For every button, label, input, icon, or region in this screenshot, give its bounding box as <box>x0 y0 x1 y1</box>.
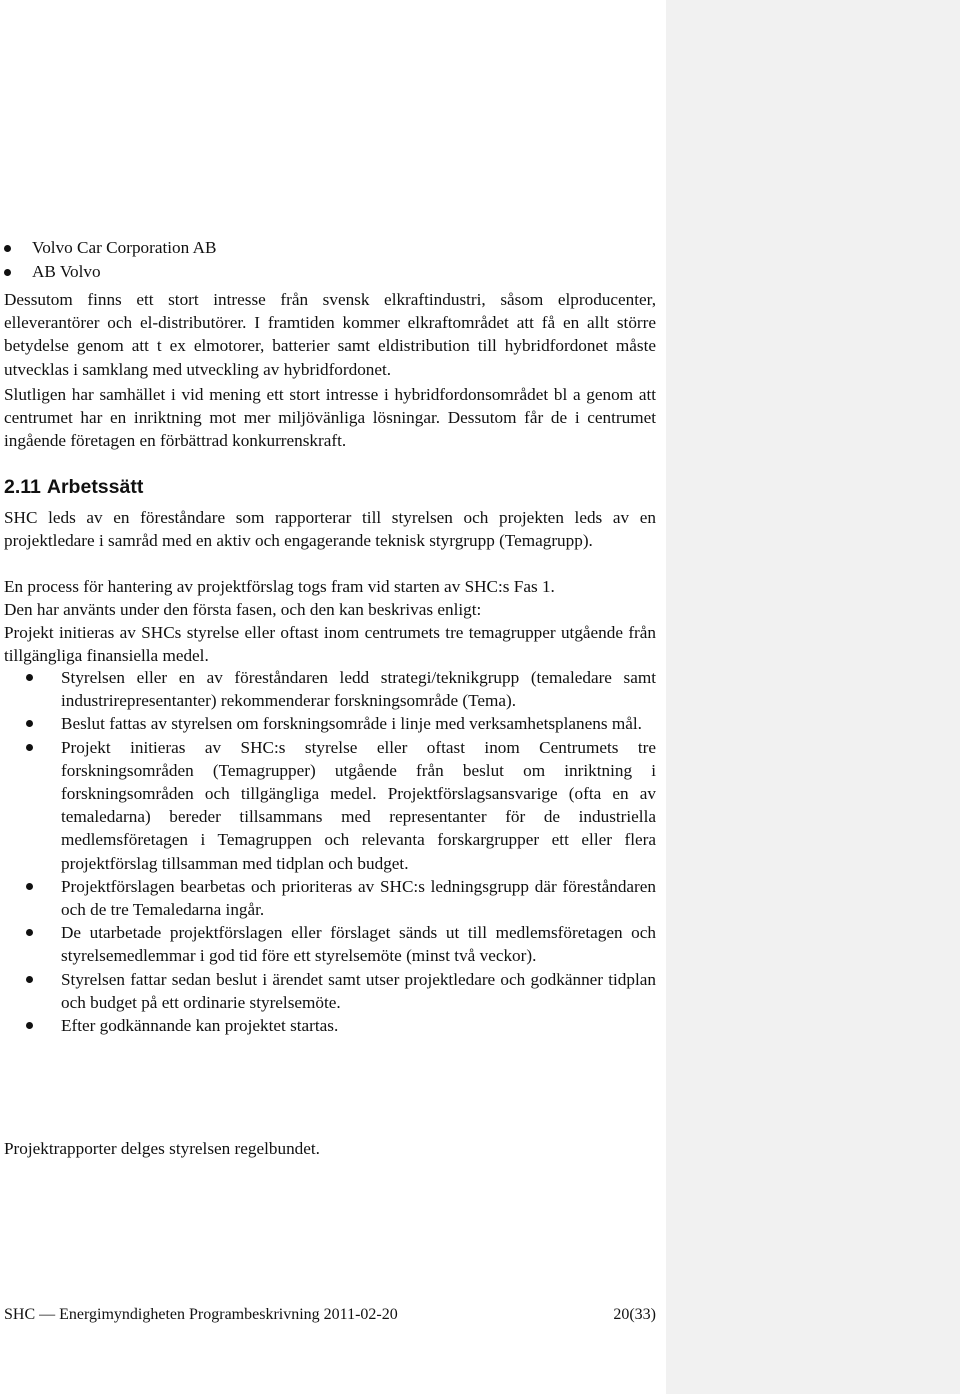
bullet-icon <box>26 883 33 890</box>
company-list <box>0 236 600 284</box>
list-item: Styrelsen eller en av föreståndaren ledd strategi/teknikgrupp (temaledare samt industrirepresentanter) rekommenderar forskningsområde (Tema). <box>0 666 656 712</box>
bullet-icon <box>26 976 33 983</box>
section-title: Arbetssätt <box>46 476 144 498</box>
section-number: 2.11 <box>4 476 41 498</box>
paragraph-initiated: Projekt initieras av SHCs styrelse eller oftast inom centrumets tre temagrupper utgående från tillgängliga finansiella medel. <box>4 623 656 666</box>
footer-title: SHC — Energimyndigheten Programbeskrivning 2011-02-20 <box>4 1306 398 1323</box>
page-number: 20(33) <box>613 1306 656 1323</box>
list-item: Projekt initieras av SHC:s styrelse eller oftast inom Centrumets tre forskningsområden (Temagrupper) utgående från beslut om inriktning i forskningsområden och tillgängliga medel. Projektförslagsansvarige (ofta en av temaledarna) bereder tillsammans med representanter för de industriella medlemsföretagen i Temagruppen och relevanta forskargrupper ett eller flera projektförslag tillsamman med tidplan och budget. <box>0 736 656 875</box>
paragraph-used: Den har använts under den första fasen, och den kan beskrivas enligt: <box>4 600 482 619</box>
paragraph-interest: Dessutom finns ett stort intresse från svensk elkraftindustri, såsom elproducenter, elleverantörer och el-distributörer. I framtiden kommer elkraftområdet att få en allt större betydelse genom att t ex elmotorer, batterier samt eldistribution till hybridfordonet måste utvecklas i samklang med utveckling av hybridfordonet. <box>4 290 656 379</box>
list-item: Styrelsen fattar sedan beslut i ärendet samt utser projektledare och godkänner tidplan och budget på ett ordinarie styrelsemöte. <box>0 968 656 1014</box>
bullet-icon <box>4 245 11 252</box>
bullet-icon <box>4 269 11 276</box>
bullet-icon <box>26 929 33 936</box>
comment-margin-pane <box>666 0 960 1394</box>
paragraph-society: Slutligen har samhället i vid mening ett stort intresse i hybridfordonsområdet bl a genom att centrumet har en inriktning mot mer miljövänliga lösningar. Dessutom får de i centrumet ingående företagen en förbättrad konkurrenskraft. <box>4 385 656 451</box>
bullet-icon <box>26 744 33 751</box>
list-item: Volvo Car Corporation AB <box>0 236 600 260</box>
bullet-icon <box>26 1022 33 1029</box>
list-item: De utarbetade projektförslagen eller förslaget sänds ut till medlemsföretagen och styrelsemedlemmar i god tid före ett styrelsemöte (minst två veckor). <box>0 921 656 967</box>
list-item: Efter godkännande kan projektet startas. <box>0 1014 656 1037</box>
list-item: AB Volvo <box>0 260 600 284</box>
list-item: Projektförslagen bearbetas och prioriteras av SHC:s ledningsgrupp där föreståndaren och de tre Temaledarna ingår. <box>0 875 656 921</box>
process-steps-list <box>0 666 656 1037</box>
paragraph-leadership: SHC leds av en föreståndare som rapporterar till styrelsen och projekten leds av en projektledare i samråd med en aktiv och engagerande teknisk styrgrupp (Temagrupp). <box>4 508 656 551</box>
paragraph-process: En process för hantering av projektförslag togs fram vid starten av SHC:s Fas 1. <box>4 577 555 596</box>
list-item: Beslut fattas av styrelsen om forskningsområde i linje med verksamhetsplanens mål. <box>0 712 656 735</box>
bullet-icon <box>26 720 33 727</box>
paragraph-reports: Projektrapporter delges styrelsen regelbundet. <box>4 1139 320 1158</box>
section-heading <box>4 474 143 500</box>
bullet-icon <box>26 674 33 681</box>
